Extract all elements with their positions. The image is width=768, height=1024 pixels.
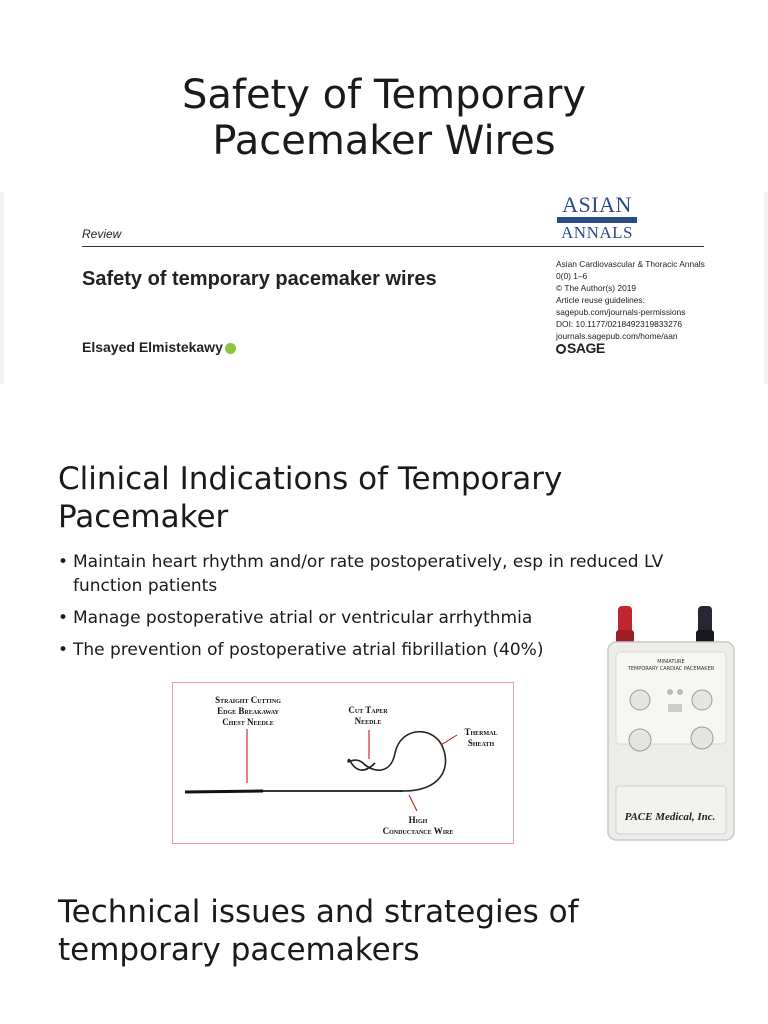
image-edge-right [764, 192, 768, 384]
pacing-wire-diagram [172, 682, 514, 844]
label-cut-taper [333, 705, 403, 727]
meta-line: sagepub.com/journals-permissions [556, 307, 686, 317]
sage-logo-icon [556, 344, 566, 354]
label-line: Sheath [467, 738, 495, 748]
bullet-icon: • [58, 608, 69, 628]
sensitivity-dial [630, 690, 650, 710]
publisher-logo [556, 340, 605, 356]
pointer-wire [409, 795, 417, 811]
bullet-icon: • [58, 640, 69, 660]
slide-title-line-2: Pacemaker Wires [212, 118, 556, 164]
rate-dial [629, 729, 651, 751]
meta-line: © The Author(s) 2019 [556, 283, 637, 293]
pacemaker-device-image [590, 600, 750, 850]
list-item-text: Manage postoperative atrial or ventricular arrhythmia [73, 608, 533, 628]
label-line: High [408, 815, 428, 825]
straight-needle [185, 791, 263, 792]
list-item-text: The prevention of postoperative atrial fibrillation (40%) [73, 640, 544, 660]
label-conductance-wire [363, 815, 473, 837]
device-title-line-1: MINIATURE [657, 659, 685, 665]
mode-dial [691, 727, 713, 749]
meta-line: Asian Cardiovascular & Thoracic Annals [556, 259, 705, 269]
label-line: Cut Taper [348, 705, 388, 715]
label-line: Chest Needle [222, 717, 274, 727]
switch [668, 704, 682, 712]
paper-title: Safety of temporary pacemaker wires [82, 268, 437, 290]
section-heading-technical [58, 893, 579, 969]
list-item-text: Maintain heart rhythm and/or rate postoperatively, esp in reduced LV function patients [73, 552, 664, 596]
section-heading-indications [58, 460, 562, 536]
heading-line: Clinical Indications of Temporary [58, 461, 563, 497]
heading-line: Pacemaker [58, 499, 229, 535]
meta-line: DOI: 10.1177/0218492319833276 [556, 319, 683, 329]
meta-line: 0(0) 1–6 [556, 271, 588, 281]
paper-author [82, 339, 236, 355]
journal-meta [556, 258, 705, 342]
thermal-sheath-loop [348, 732, 446, 791]
label-line: Thermal [464, 727, 498, 737]
header-rule [82, 246, 704, 247]
list-item [58, 550, 718, 598]
meta-line: journals.sagepub.com/home/aan [556, 331, 678, 341]
sense-indicator [667, 689, 673, 695]
pace-indicator [677, 689, 683, 695]
heading-line: Technical issues and strategies of [58, 894, 579, 930]
output-dial [692, 690, 712, 710]
heading-line: temporary pacemakers [58, 932, 420, 968]
device-title-line-2: TEMPORARY CARDIAC PACEMAKER [627, 666, 715, 672]
bullet-icon: • [58, 552, 69, 572]
pacemaker-device-drawing [590, 600, 750, 850]
journal-logo-bottom: ANNALS [561, 223, 633, 242]
image-edge-left [0, 192, 4, 384]
article-type-label: Review [82, 227, 122, 241]
journal-logo-top: ASIAN [562, 192, 632, 217]
meta-line: Article reuse guidelines: [556, 295, 645, 305]
author-name: Elsayed Elmistekawy [82, 339, 223, 355]
journal-logo [557, 194, 637, 241]
label-line: Conductance Wire [382, 826, 454, 836]
label-line: Straight Cutting [215, 695, 281, 705]
publisher-name: SAGE [567, 340, 605, 356]
device-brand: PACE Medical, Inc. [624, 811, 716, 823]
label-straight-needle [193, 695, 303, 728]
slide-title [0, 72, 768, 164]
label-thermal-sheath [451, 727, 511, 749]
orcid-icon [225, 343, 236, 354]
label-line: Needle [354, 716, 382, 726]
label-line: Edge Breakaway [217, 706, 279, 716]
slide-title-line-1: Safety of Temporary [181, 72, 587, 118]
label-plate [616, 786, 726, 834]
